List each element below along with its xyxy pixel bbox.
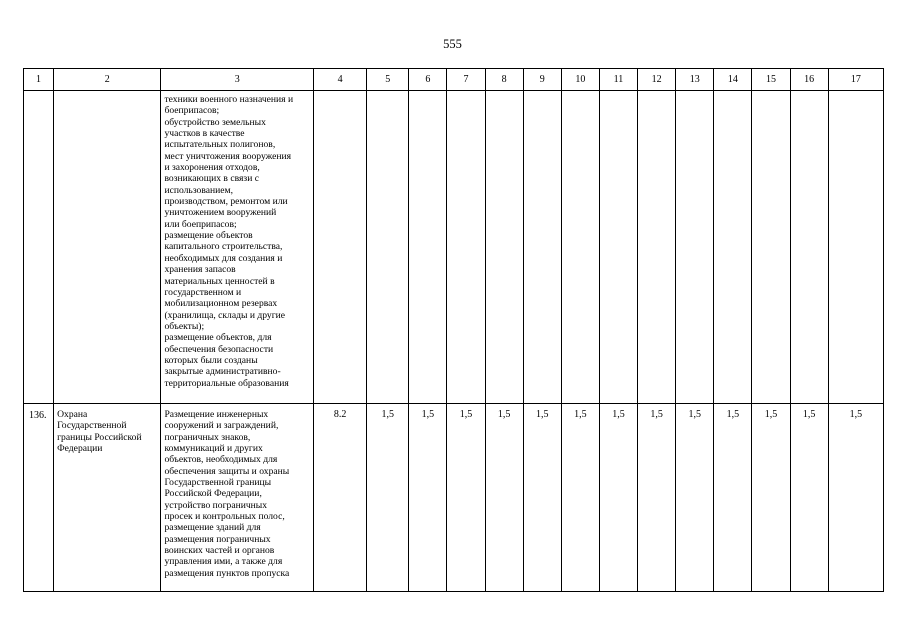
coefficient-cell — [714, 91, 752, 404]
description-line: материальных ценностей в — [164, 275, 275, 287]
column-header: 9 — [523, 69, 561, 91]
column-header: 17 — [828, 69, 883, 91]
description-line: или боеприпасов; — [164, 218, 237, 230]
table-header-row — [24, 69, 884, 91]
table-row — [24, 404, 884, 592]
description-line: воинских частей и органов — [164, 545, 275, 557]
coefficient-cell: 1,5 — [523, 404, 561, 592]
column-header: 1 — [24, 69, 54, 91]
coefficient-cell: 1,5 — [638, 404, 676, 592]
description-line: обеспечения защиты и охраны — [164, 465, 290, 477]
description-line: мобилизационном резервах — [164, 298, 278, 310]
description-line: размещение зданий для — [164, 522, 261, 534]
description-line: объекты); — [164, 320, 205, 332]
description-line: производством, ремонтом или — [164, 196, 288, 208]
coefficient-cell: 1,5 — [599, 404, 637, 592]
description-line: которых были созданы — [164, 354, 258, 366]
column-header: 6 — [409, 69, 447, 91]
description-line: использованием, — [164, 184, 234, 196]
classifier-code-cell: 8.2 — [313, 404, 366, 592]
coefficient-cell: 1,5 — [714, 404, 752, 592]
coefficient-cell — [676, 91, 714, 404]
land-use-table — [23, 68, 884, 592]
description-cell — [161, 91, 314, 404]
coefficient-cell — [599, 91, 637, 404]
column-header: 2 — [54, 69, 161, 91]
column-header: 7 — [447, 69, 485, 91]
coefficient-cell: 1,5 — [676, 404, 714, 592]
description-line: закрытые административно- — [164, 366, 281, 378]
name-line: границы Российской — [57, 431, 142, 443]
coefficient-cell: 1,5 — [447, 404, 485, 592]
column-header: 4 — [313, 69, 366, 91]
description-line: техники военного назначения и — [164, 94, 294, 105]
description-cell — [161, 404, 314, 592]
description-line: просек и контрольных полос, — [164, 511, 285, 523]
column-header: 11 — [599, 69, 637, 91]
coefficient-cell: 1,5 — [752, 404, 790, 592]
coefficient-cell: 1,5 — [561, 404, 599, 592]
land-use-name-cell — [54, 91, 161, 404]
description-line: боеприпасов; — [164, 105, 220, 117]
coefficient-cell — [447, 91, 485, 404]
column-header: 16 — [790, 69, 828, 91]
description-line: испытательных полигонов, — [164, 139, 276, 151]
column-header: 13 — [676, 69, 714, 91]
classifier-code-cell — [313, 91, 366, 404]
description-line: пограничных знаков, — [164, 431, 251, 443]
description-line: управления ими, а также для — [164, 556, 283, 568]
coefficient-cell: 1,5 — [409, 404, 447, 592]
coefficient-cell — [561, 91, 599, 404]
description-line: устройство пограничных — [164, 499, 268, 511]
coefficient-cell — [752, 91, 790, 404]
coefficient-cell — [828, 91, 883, 404]
coefficient-cell — [409, 91, 447, 404]
description-line: обеспечения безопасности — [164, 343, 274, 355]
name-line: Охрана — [57, 409, 88, 420]
description-line: (хранилища, склады и другие — [164, 309, 286, 321]
description-line: возникающих в связи с — [164, 173, 260, 185]
coefficient-cell: 1,5 — [485, 404, 523, 592]
description-line: сооружений и заграждений, — [164, 420, 279, 432]
description-line: капитального строительства, — [164, 241, 283, 253]
description-line: Размещение инженерных — [164, 409, 269, 420]
description-line: размещения пунктов пропуска — [164, 567, 290, 579]
row-number-cell: 136. — [24, 404, 54, 592]
column-header: 3 — [161, 69, 314, 91]
table-row — [24, 91, 884, 404]
name-line: Федерации — [57, 443, 103, 455]
description-line: коммуникаций и других — [164, 443, 263, 455]
description-line: и захоронения отходов, — [164, 162, 260, 174]
description-line: мест уничтожения вооружения — [164, 150, 292, 162]
description-line: уничтожением вооружений — [164, 207, 277, 219]
column-header: 15 — [752, 69, 790, 91]
description-line: размещение объектов — [164, 230, 253, 242]
coefficient-cell — [790, 91, 828, 404]
description-line: территориальные образования — [164, 377, 289, 389]
description-line: обустройство земельных — [164, 116, 266, 128]
coefficient-cell — [523, 91, 561, 404]
coefficient-cell: 1,5 — [828, 404, 883, 592]
column-header: 5 — [367, 69, 409, 91]
coefficient-cell: 1,5 — [790, 404, 828, 592]
column-header: 12 — [638, 69, 676, 91]
page-number: 555 — [443, 37, 462, 51]
land-use-name-cell — [54, 404, 161, 592]
description-line: размещения пограничных — [164, 533, 271, 545]
description-line: участков в качестве — [164, 128, 245, 140]
coefficient-cell — [367, 91, 409, 404]
description-line: Государственной границы — [164, 477, 272, 489]
description-line: хранения запасов — [164, 264, 236, 276]
coefficient-cell: 1,5 — [367, 404, 409, 592]
description-line: объектов, необходимых для — [164, 454, 278, 466]
column-header: 8 — [485, 69, 523, 91]
description-line: необходимых для создания и — [164, 252, 283, 264]
description-line: Российской Федерации, — [164, 488, 262, 500]
description-line: размещение объектов, для — [164, 332, 272, 344]
description-line: государственном и — [164, 286, 242, 298]
row-number-cell — [24, 91, 54, 404]
coefficient-cell — [638, 91, 676, 404]
column-header: 14 — [714, 69, 752, 91]
coefficient-cell — [485, 91, 523, 404]
name-line: Государственной — [57, 420, 127, 432]
column-header: 10 — [561, 69, 599, 91]
